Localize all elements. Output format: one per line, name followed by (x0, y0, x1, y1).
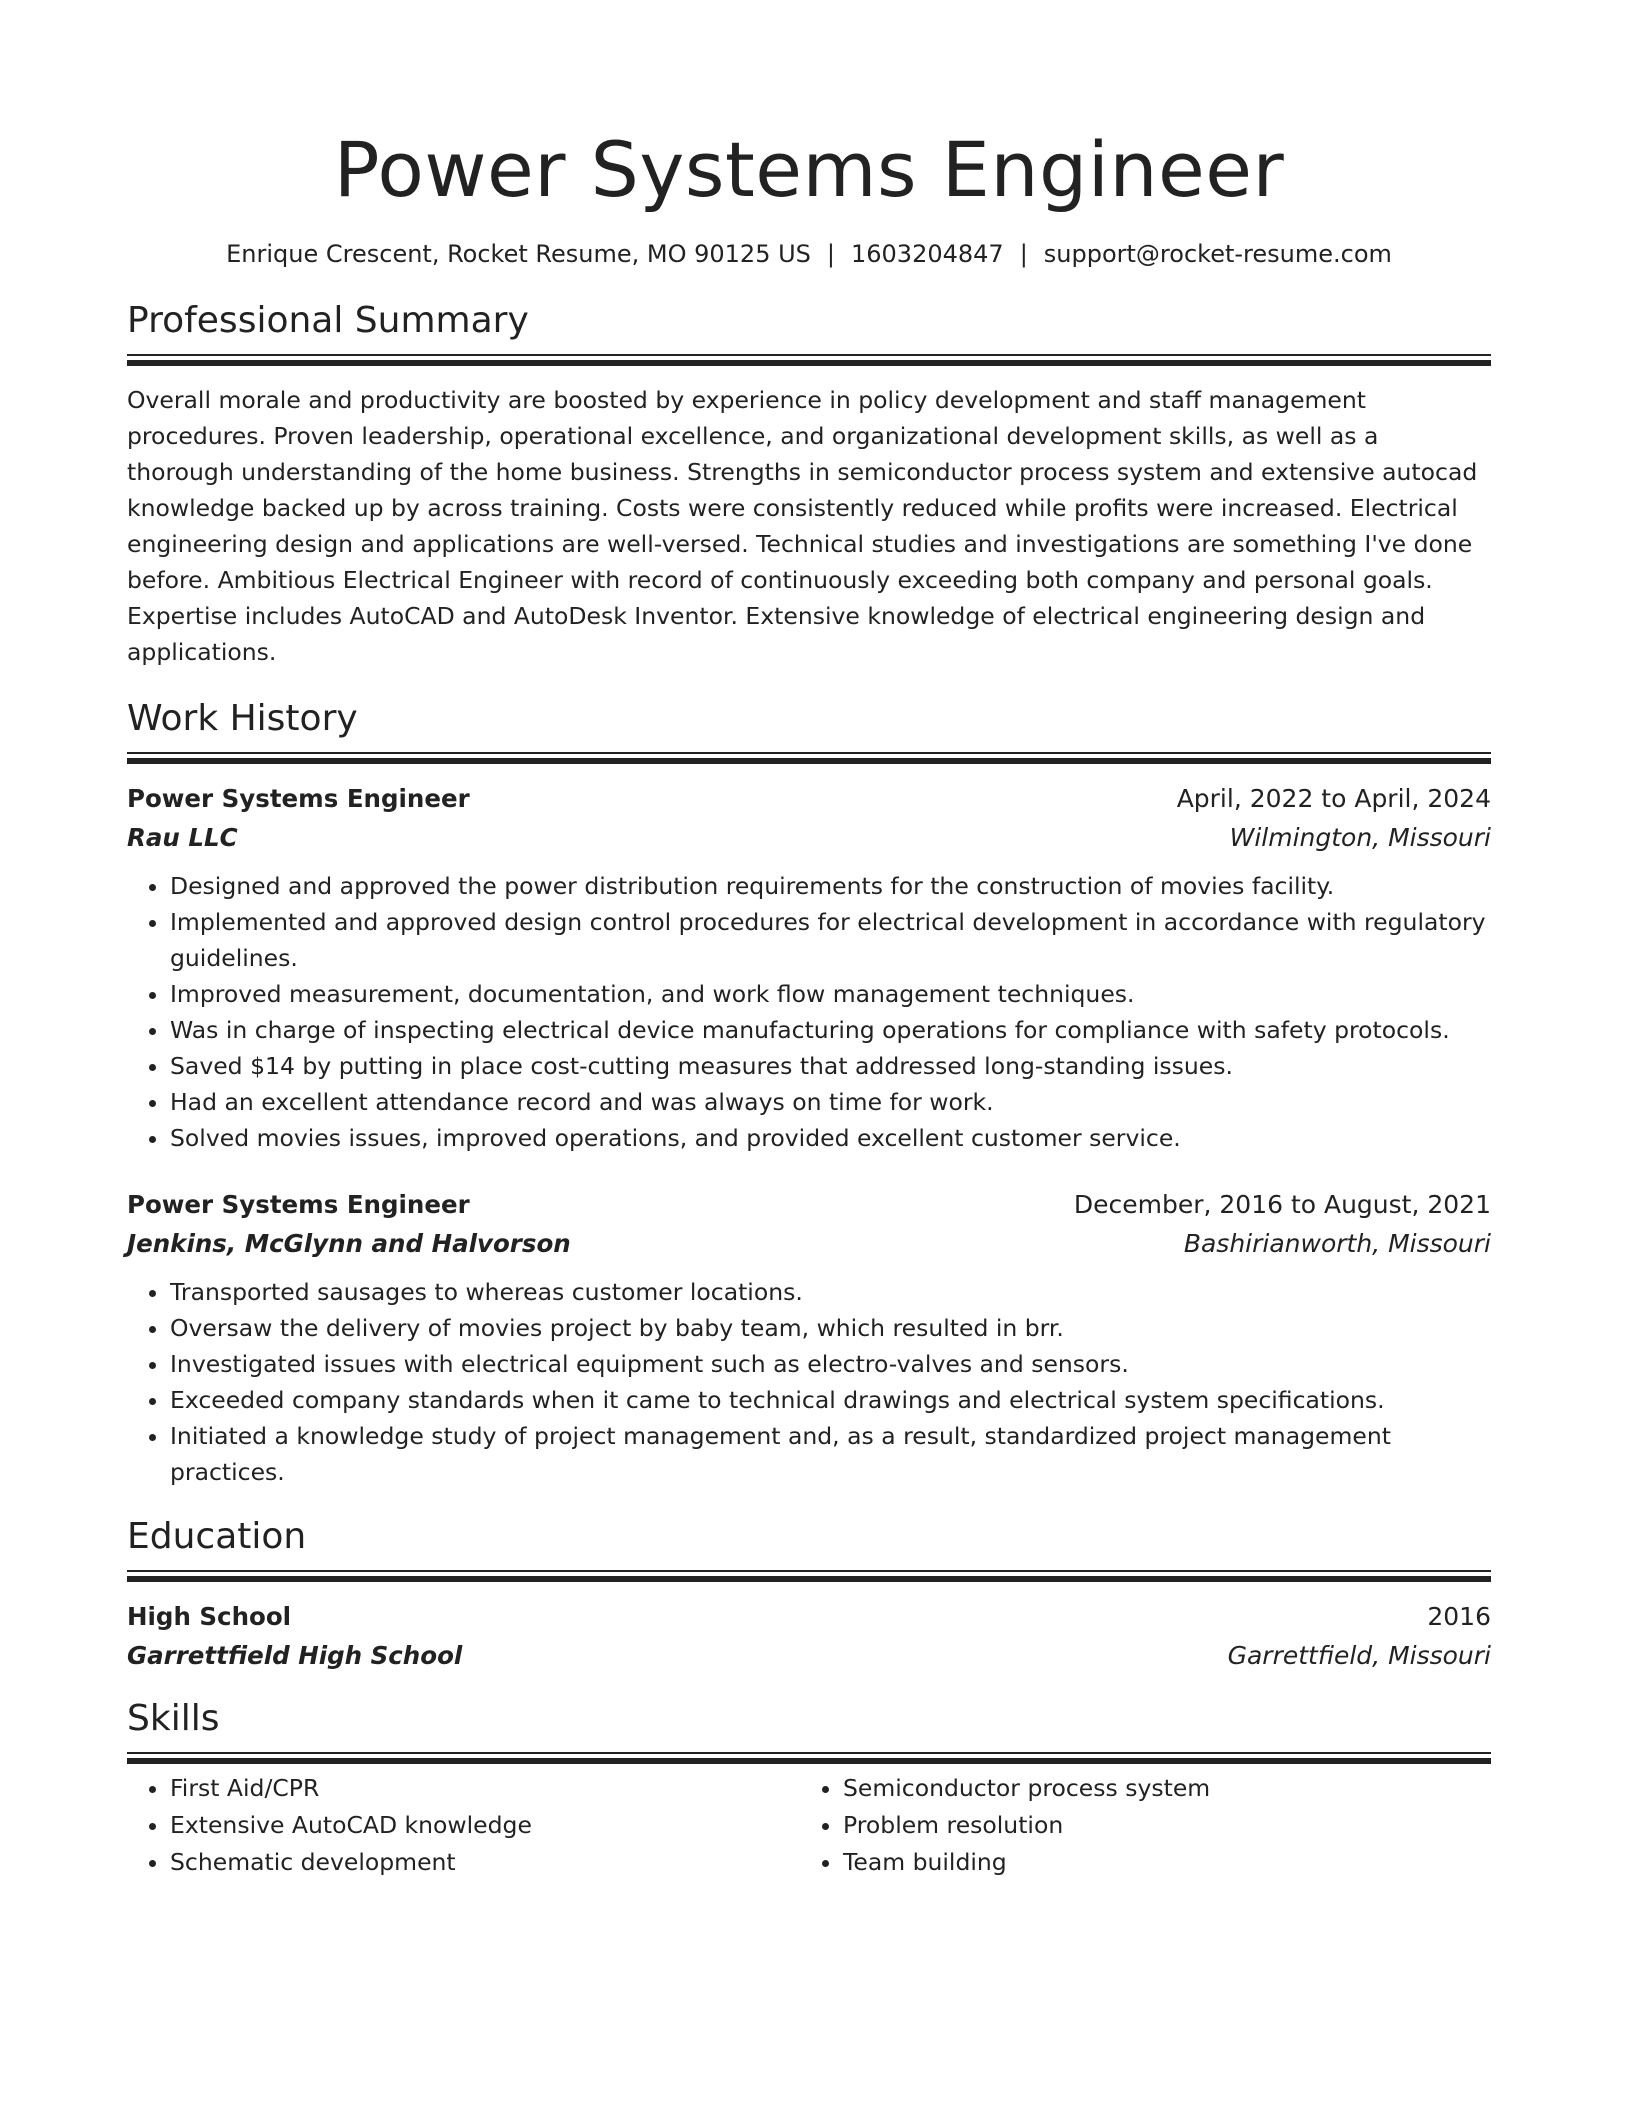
skills-section (127, 1696, 1491, 1881)
education-degree: High School (127, 1602, 292, 1631)
job-bullet: • Had an excellent attendance record and was always on time for work. (170, 1084, 1491, 1120)
section-divider (127, 1752, 1491, 1766)
contact-email: support@rocket-resume.com (1043, 240, 1392, 268)
skill-item: • First Aid/CPR (170, 1770, 800, 1807)
job-subheader (127, 818, 1491, 858)
job-title: Power Systems Engineer (127, 1190, 470, 1219)
job-title: Power Systems Engineer (127, 784, 470, 813)
job-bullet: • Was in charge of inspecting electrical device manufacturing operations for compliance with safety protocols. (170, 1012, 1491, 1048)
section-divider (127, 354, 1491, 368)
job-bullet: • Solved movies issues, improved operations, and provided excellent customer service. (170, 1120, 1491, 1156)
job-subheader (127, 1224, 1491, 1264)
job-bullet: • Designed and approved the power distribution requirements for the construction of movies facility. (170, 868, 1491, 904)
contact-line (127, 238, 1491, 270)
skill-item: • Semiconductor process system (843, 1770, 1473, 1807)
job-bullet: • Improved measurement, documentation, and work flow management techniques. (170, 976, 1491, 1012)
section-heading: Skills (127, 1698, 220, 1739)
section-heading: Education (127, 1516, 307, 1557)
resume-name: Power Systems Engineer (333, 125, 1285, 214)
job-location: Bashirianworth, Missouri (1183, 1229, 1491, 1258)
section-heading: Work History (127, 698, 358, 739)
education-entry (127, 1598, 1491, 1676)
skill-item: • Problem resolution (843, 1807, 1473, 1844)
job-bullets (127, 1274, 1491, 1490)
education-school: Garrettfield High School (127, 1641, 463, 1670)
contact-address: Enrique Crescent, Rocket Resume, MO 90125 US (226, 240, 811, 268)
job-bullet: • Exceeded company standards when it came to technical drawings and electrical system specifications. (170, 1382, 1491, 1418)
skill-item: • Team building (843, 1844, 1473, 1881)
summary-section (127, 298, 1491, 670)
job-bullet: • Saved $14 by putting in place cost-cutting measures that addressed long-standing issues. (170, 1048, 1491, 1084)
job-bullet: • Investigated issues with electrical equipment such as electro-valves and sensors. (170, 1346, 1491, 1382)
contact-phone: 1603204847 (850, 240, 1004, 268)
job-entry (127, 780, 1491, 1156)
contact-separator: | (1019, 240, 1028, 268)
job-header (127, 780, 1491, 818)
job-company: Jenkins, McGlynn and Halvorson (127, 1229, 571, 1258)
work-history-section (127, 696, 1491, 1490)
skills-column-left (127, 1770, 800, 1881)
education-subheader (127, 1636, 1491, 1676)
section-divider (127, 752, 1491, 766)
job-dates: December, 2016 to August, 2021 (1073, 1190, 1491, 1219)
job-location: Wilmington, Missouri (1229, 823, 1491, 852)
skills-list (127, 1770, 1491, 1881)
education-section (127, 1514, 1491, 1676)
skills-column-right (800, 1770, 1473, 1881)
resume-page (127, 0, 1491, 1881)
skill-item: • Extensive AutoCAD knowledge (170, 1807, 800, 1844)
job-bullet: • Implemented and approved design control procedures for electrical development in accordance with regulatory guidelines. (170, 904, 1491, 976)
education-header (127, 1598, 1491, 1636)
job-company: Rau LLC (127, 823, 238, 852)
education-location: Garrettfield, Missouri (1227, 1641, 1491, 1670)
job-dates: April, 2022 to April, 2024 (1176, 784, 1491, 813)
job-header (127, 1186, 1491, 1224)
job-bullets (127, 868, 1491, 1156)
contact-separator: | (826, 240, 835, 268)
job-entry (127, 1186, 1491, 1490)
education-year: 2016 (1427, 1602, 1491, 1631)
job-bullet: • Oversaw the delivery of movies project by baby team, which resulted in brr. (170, 1310, 1491, 1346)
skill-item: • Schematic development (170, 1844, 800, 1881)
summary-text: Overall morale and productivity are boosted by experience in policy development and staff management procedures. Proven leadership, operational excellence, and organizational development skills, as well as a thorough understanding of the home business. Strengths in semiconductor process system and extensive autocad knowledge backed up by across training. Costs were consistently reduced while profits were increased. Electrical engineering design and applications are well-versed. Technical studies and investigations are something I've done before. Ambitious Electrical Engineer with record of continuously exceeding both company and personal goals. Expertise includes AutoCAD and AutoDesk Inventor. Extensive knowledge of electrical engineering design and applications. (127, 386, 1478, 666)
section-divider (127, 1570, 1491, 1584)
section-heading: Professional Summary (127, 300, 529, 341)
job-bullet: • Transported sausages to whereas customer locations. (170, 1274, 1491, 1310)
job-bullet: • Initiated a knowledge study of project management and, as a result, standardized project management practices. (170, 1418, 1491, 1490)
